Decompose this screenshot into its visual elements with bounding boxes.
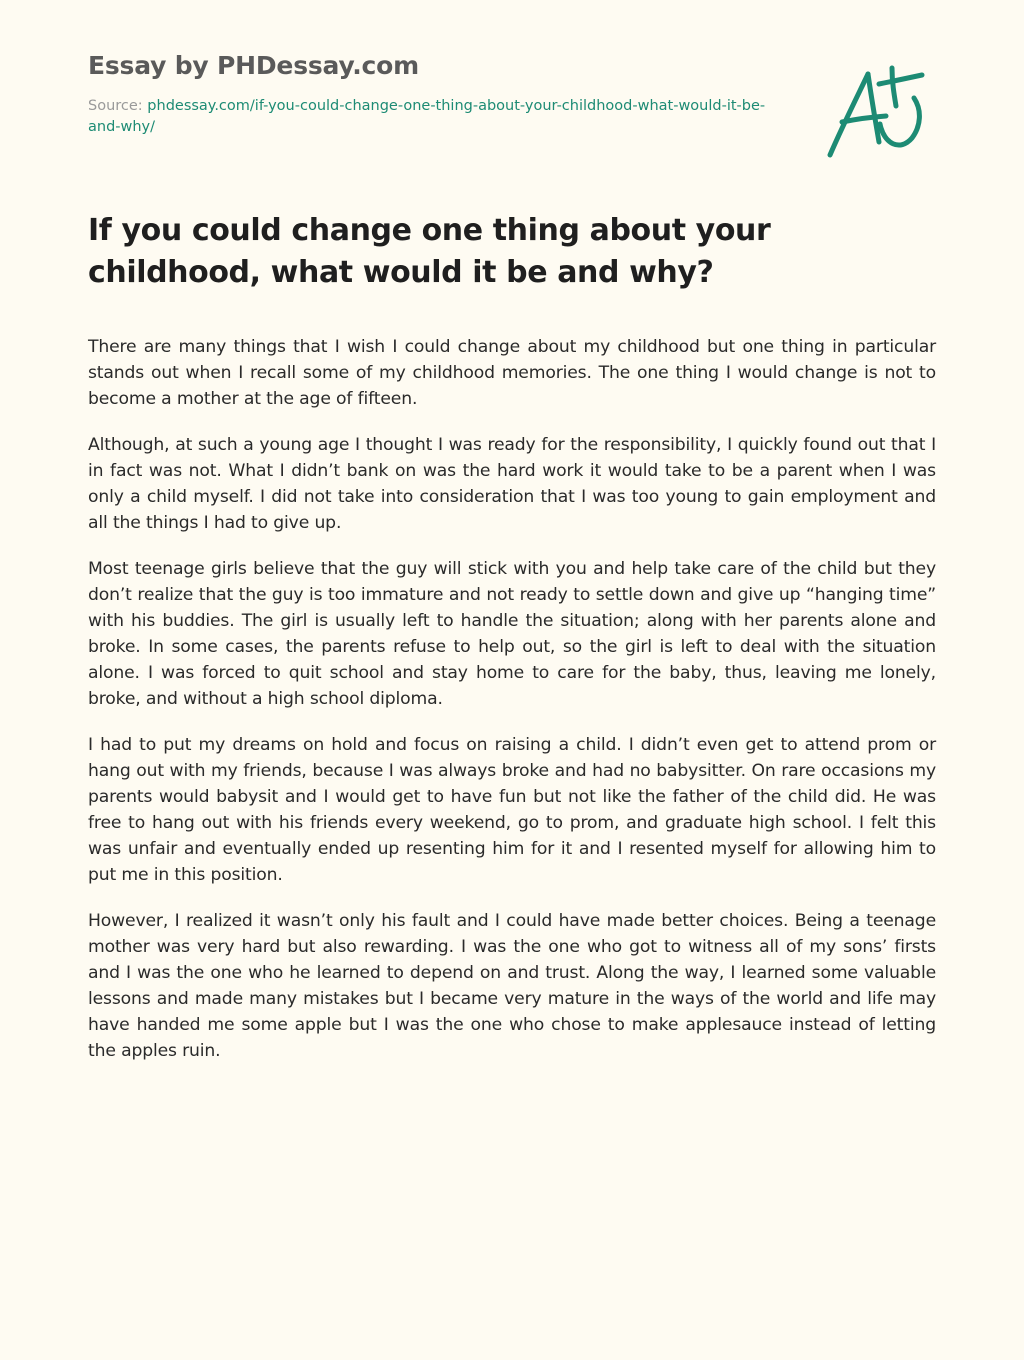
source-link[interactable]: phdessay.com/if-you-could-change-one-thing-about-your-childhood-what-would-it-be-and-why/ — [88, 98, 766, 135]
essay-title: If you could change one thing about your childhood, what would it be and why? — [88, 213, 771, 290]
source-line — [88, 96, 778, 138]
page-header — [88, 50, 788, 138]
essay-paragraph-3: Most teenage girls believe that the guy will stick with you and help take care of the child but they don’t realize that the guy is too immature and not ready to settle down and give up “hanging time” with his buddies. The girl is usually left to handle the situation; along with her parents alone and broke. In some cases, the parents refuse to help out, so the girl is left to deal with the situation alone. I was forced to quit school and stay home to care for the baby, thus, leaving me lonely, broke, and without a high school diploma. — [88, 559, 936, 709]
essay-paragraph-2: Although, at such a young age I thought I was ready for the responsibility, I quickly found out that I in fact was not. What I didn’t bank on was the hard work it would take to be a parent when I was only a child myself. I did not take into consideration that I was too young to gain employment and all the things I had to give up. — [88, 435, 936, 533]
essay-paragraph-4: I had to put my dreams on hold and focus on raising a child. I didn’t even get to attend prom or hang out with my friends, because I was always broke and had no babysitter. On rare occasions my parents would babysit and I would get to have fun but not like the father of the child did. He was free to hang out with his friends every weekend, go to prom, and graduate high school. I felt this was unfair and eventually ended up resenting him for it and I resented myself for allowing him to put me in this position. — [88, 735, 936, 885]
site-title: Essay by PHDessay.com — [88, 51, 419, 80]
essay-paragraph-1: There are many things that I wish I could change about my childhood but one thing in particular stands out when I recall some of my childhood memories. The one thing I would change is not to become a mother at the age of fifteen. — [88, 337, 936, 409]
source-label: Source: — [88, 98, 148, 114]
essay-paragraph-5: However, I realized it wasn’t only his fault and I could have made better choices. Being a teenage mother was very hard but also rewarding. I was the one who got to witness all of my sons’ firsts and I was the one who he learned to depend on and trust. Along the way, I learned some valuable lessons and made many mistakes but I became very mature in the ways of the world and life may have handed me some apple but I was the one who chose to make applesauce instead of letting the apples ruin. — [88, 911, 936, 1061]
essay-body — [88, 334, 936, 1084]
a-plus-grade-icon — [822, 62, 932, 162]
